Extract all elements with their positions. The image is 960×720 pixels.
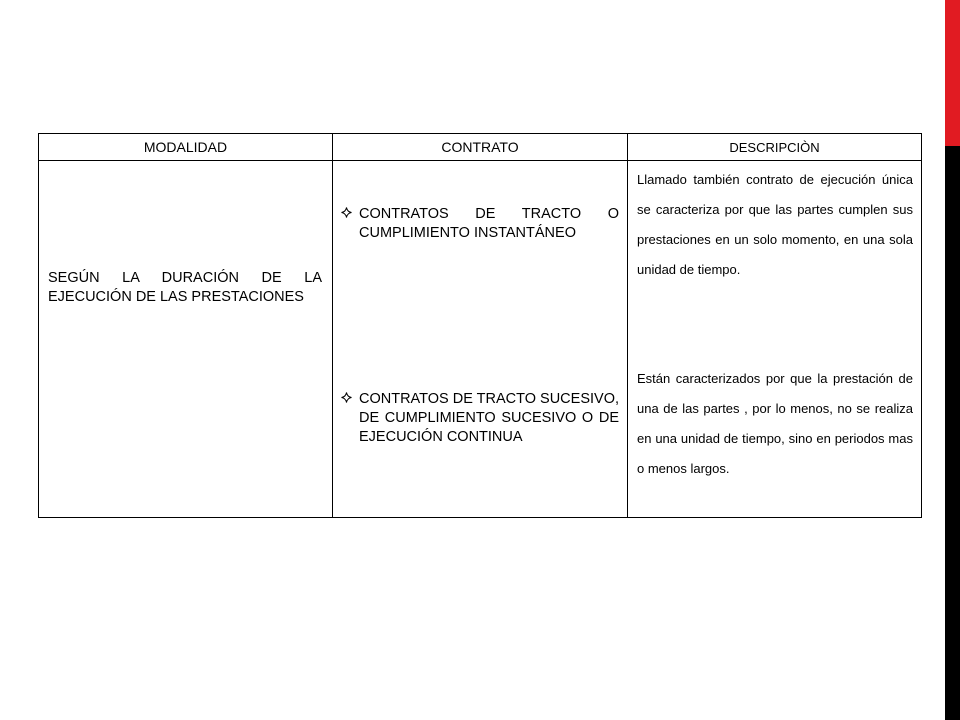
header-descripcion: DESCRIPCIÒN — [628, 134, 922, 161]
descripcion-text-instantaneo: Llamado también contrato de ejecución única se caracteriza por que las partes cumplen sus prestaciones en un solo momento, en una sola unidad de tiempo. — [637, 172, 913, 277]
side-decoration-bar — [945, 0, 960, 720]
side-dark-bar — [945, 146, 960, 720]
diamond-bullet-icon — [341, 205, 357, 224]
table-header-row — [39, 134, 922, 161]
contrato-item-label: CONTRATOS DE TRACTO O CUMPLIMIENTO INSTANTÁNEO — [359, 206, 619, 241]
contrato-item-label: CONTRATOS DE TRACTO SUCESIVO, DE CUMPLIMIENTO SUCESIVO O DE EJECUCIÓN CONTINUA — [359, 391, 619, 445]
descripcion-text-sucesivo: Están caracterizados por que la prestación de una de las partes , por lo menos, no se realiza en una unidad de tiempo, sino en periodos mas o menos largos. — [637, 371, 913, 476]
modalidad-text: SEGÚN LA DURACIÓN DE LA EJECUCIÓN DE LAS PRESTACIONES — [48, 270, 322, 305]
header-modalidad: MODALIDAD — [39, 134, 333, 161]
modalidad-cell — [39, 161, 333, 518]
diamond-bullet-icon — [341, 390, 357, 409]
contrato-item-instantaneo — [341, 205, 619, 243]
side-accent-bar — [945, 0, 960, 146]
header-contrato: CONTRATO — [333, 134, 628, 161]
contrato-cell — [333, 161, 628, 518]
contracts-table — [38, 133, 922, 518]
contrato-item-sucesivo — [341, 390, 619, 447]
descripcion-cell — [628, 161, 922, 518]
table-row — [39, 161, 922, 518]
